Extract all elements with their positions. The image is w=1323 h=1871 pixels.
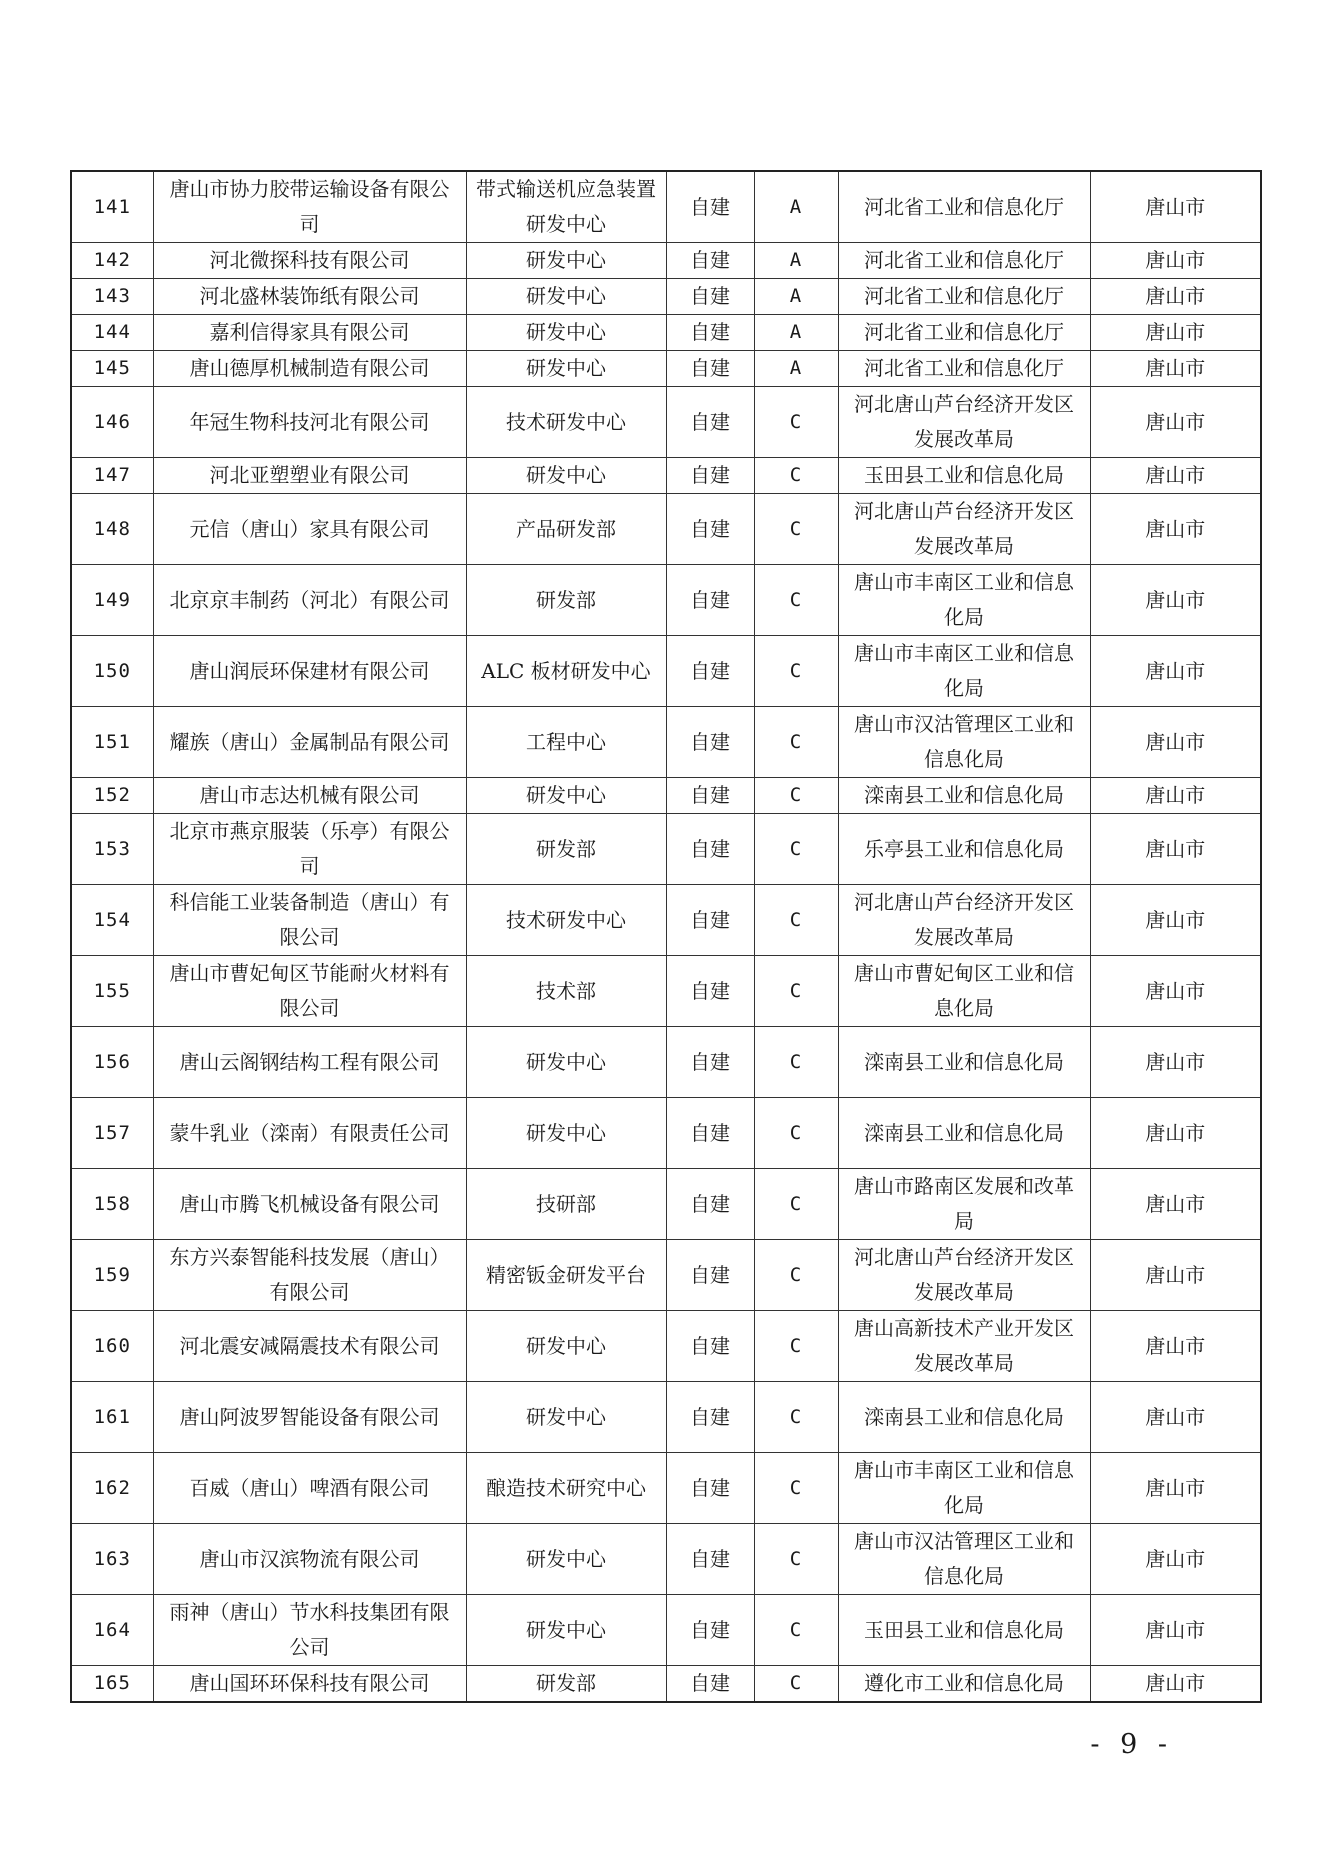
cell-rd-center-name: 研发中心 [466,315,666,351]
cell-city: 唐山市 [1090,707,1261,778]
cell-serial-number: 152 [71,778,153,814]
cell-rd-center-name: 研发中心 [466,279,666,315]
cell-recommending-dept: 河北省工业和信息化厅 [838,171,1090,243]
cell-rd-center-name: 研发中心 [466,1027,666,1098]
cell-build-type: 自建 [666,279,754,315]
cell-grade: C [754,1169,838,1240]
cell-recommending-dept: 河北唐山芦台经济开发区发展改革局 [838,387,1090,458]
cell-company-name: 唐山市汉滨物流有限公司 [153,1524,466,1595]
table-row [71,1666,1261,1703]
cell-build-type: 自建 [666,1453,754,1524]
cell-recommending-dept: 唐山市丰南区工业和信息化局 [838,1453,1090,1524]
cell-grade: C [754,1240,838,1311]
cell-rd-center-name: 研发中心 [466,778,666,814]
cell-company-name: 北京京丰制药（河北）有限公司 [153,565,466,636]
cell-build-type: 自建 [666,956,754,1027]
cell-company-name: 河北盛林装饰纸有限公司 [153,279,466,315]
cell-recommending-dept: 唐山市路南区发展和改革局 [838,1169,1090,1240]
cell-company-name: 唐山德厚机械制造有限公司 [153,351,466,387]
cell-recommending-dept: 河北唐山芦台经济开发区发展改革局 [838,1240,1090,1311]
cell-grade: C [754,494,838,565]
cell-build-type: 自建 [666,1169,754,1240]
cell-recommending-dept: 唐山市丰南区工业和信息化局 [838,565,1090,636]
cell-recommending-dept: 滦南县工业和信息化局 [838,1382,1090,1453]
cell-grade: A [754,171,838,243]
cell-serial-number: 163 [71,1524,153,1595]
cell-rd-center-name: 精密钣金研发平台 [466,1240,666,1311]
cell-serial-number: 164 [71,1595,153,1666]
cell-city: 唐山市 [1090,1098,1261,1169]
cell-company-name: 唐山市志达机械有限公司 [153,778,466,814]
table-row [71,1311,1261,1382]
table-row [71,1595,1261,1666]
cell-grade: C [754,778,838,814]
cell-build-type: 自建 [666,707,754,778]
cell-build-type: 自建 [666,387,754,458]
cell-company-name: 嘉利信得家具有限公司 [153,315,466,351]
cell-city: 唐山市 [1090,1169,1261,1240]
cell-rd-center-name: 研发中心 [466,1098,666,1169]
cell-serial-number: 144 [71,315,153,351]
table-row [71,1240,1261,1311]
cell-city: 唐山市 [1090,243,1261,279]
cell-serial-number: 156 [71,1027,153,1098]
cell-city: 唐山市 [1090,956,1261,1027]
cell-serial-number: 162 [71,1453,153,1524]
cell-grade: A [754,315,838,351]
cell-recommending-dept: 河北省工业和信息化厅 [838,243,1090,279]
cell-company-name: 耀族（唐山）金属制品有限公司 [153,707,466,778]
cell-build-type: 自建 [666,243,754,279]
table-row [71,458,1261,494]
table-row [71,636,1261,707]
cell-city: 唐山市 [1090,387,1261,458]
cell-rd-center-name: 工程中心 [466,707,666,778]
table-row [71,1453,1261,1524]
cell-city: 唐山市 [1090,814,1261,885]
cell-grade: C [754,1098,838,1169]
table-row [71,387,1261,458]
cell-city: 唐山市 [1090,171,1261,243]
table-row [71,956,1261,1027]
cell-recommending-dept: 河北省工业和信息化厅 [838,315,1090,351]
cell-city: 唐山市 [1090,1240,1261,1311]
cell-serial-number: 143 [71,279,153,315]
enterprise-rd-center-table [70,170,1262,1703]
cell-serial-number: 148 [71,494,153,565]
cell-rd-center-name: 研发中心 [466,243,666,279]
cell-city: 唐山市 [1090,1453,1261,1524]
cell-city: 唐山市 [1090,1027,1261,1098]
cell-city: 唐山市 [1090,351,1261,387]
cell-build-type: 自建 [666,1666,754,1703]
cell-city: 唐山市 [1090,1595,1261,1666]
table-row [71,1169,1261,1240]
cell-city: 唐山市 [1090,1382,1261,1453]
cell-company-name: 蒙牛乳业（滦南）有限责任公司 [153,1098,466,1169]
cell-company-name: 河北亚塑塑业有限公司 [153,458,466,494]
cell-company-name: 河北微探科技有限公司 [153,243,466,279]
cell-rd-center-name: 研发中心 [466,458,666,494]
cell-recommending-dept: 河北唐山芦台经济开发区发展改革局 [838,885,1090,956]
cell-recommending-dept: 唐山市汉沽管理区工业和信息化局 [838,707,1090,778]
cell-company-name: 唐山市腾飞机械设备有限公司 [153,1169,466,1240]
cell-rd-center-name: 技研部 [466,1169,666,1240]
cell-rd-center-name: 研发中心 [466,1524,666,1595]
cell-build-type: 自建 [666,1311,754,1382]
cell-build-type: 自建 [666,1098,754,1169]
table-row [71,565,1261,636]
cell-build-type: 自建 [666,1595,754,1666]
page-number: - 9 - [1090,1729,1173,1760]
cell-grade: C [754,1524,838,1595]
cell-grade: C [754,1453,838,1524]
cell-recommending-dept: 河北省工业和信息化厅 [838,351,1090,387]
cell-build-type: 自建 [666,1524,754,1595]
cell-build-type: 自建 [666,315,754,351]
cell-rd-center-name: ALC 板材研发中心 [466,636,666,707]
table-row [71,494,1261,565]
cell-rd-center-name: 技术研发中心 [466,387,666,458]
cell-grade: C [754,1311,838,1382]
cell-serial-number: 160 [71,1311,153,1382]
table-body [71,171,1261,1702]
cell-grade: C [754,956,838,1027]
cell-rd-center-name: 研发部 [466,565,666,636]
cell-grade: C [754,1595,838,1666]
cell-company-name: 唐山润辰环保建材有限公司 [153,636,466,707]
cell-company-name: 唐山云阁钢结构工程有限公司 [153,1027,466,1098]
cell-serial-number: 151 [71,707,153,778]
table-row [71,279,1261,315]
cell-build-type: 自建 [666,494,754,565]
cell-grade: C [754,565,838,636]
cell-grade: C [754,1027,838,1098]
cell-grade: C [754,814,838,885]
cell-recommending-dept: 河北唐山芦台经济开发区发展改革局 [838,494,1090,565]
table-row [71,351,1261,387]
cell-city: 唐山市 [1090,279,1261,315]
cell-company-name: 唐山阿波罗智能设备有限公司 [153,1382,466,1453]
cell-serial-number: 153 [71,814,153,885]
cell-grade: C [754,707,838,778]
cell-company-name: 元信（唐山）家具有限公司 [153,494,466,565]
cell-build-type: 自建 [666,814,754,885]
table-row [71,315,1261,351]
cell-recommending-dept: 乐亭县工业和信息化局 [838,814,1090,885]
cell-city: 唐山市 [1090,458,1261,494]
cell-city: 唐山市 [1090,1311,1261,1382]
cell-serial-number: 155 [71,956,153,1027]
cell-city: 唐山市 [1090,885,1261,956]
cell-rd-center-name: 研发部 [466,1666,666,1703]
table-row [71,814,1261,885]
cell-grade: C [754,1666,838,1703]
cell-build-type: 自建 [666,636,754,707]
cell-recommending-dept: 唐山市丰南区工业和信息化局 [838,636,1090,707]
cell-company-name: 唐山市曹妃甸区节能耐火材料有限公司 [153,956,466,1027]
cell-recommending-dept: 滦南县工业和信息化局 [838,778,1090,814]
cell-build-type: 自建 [666,1382,754,1453]
cell-grade: C [754,1382,838,1453]
cell-company-name: 雨神（唐山）节水科技集团有限公司 [153,1595,466,1666]
cell-serial-number: 159 [71,1240,153,1311]
table-row [71,1524,1261,1595]
cell-city: 唐山市 [1090,778,1261,814]
cell-rd-center-name: 研发中心 [466,1382,666,1453]
table-row [71,1027,1261,1098]
cell-rd-center-name: 研发部 [466,814,666,885]
table-row [71,1098,1261,1169]
cell-company-name: 年冠生物科技河北有限公司 [153,387,466,458]
cell-company-name: 北京市燕京服装（乐亭）有限公司 [153,814,466,885]
cell-recommending-dept: 遵化市工业和信息化局 [838,1666,1090,1703]
cell-grade: C [754,458,838,494]
cell-city: 唐山市 [1090,494,1261,565]
cell-build-type: 自建 [666,351,754,387]
cell-grade: A [754,279,838,315]
cell-company-name: 唐山市协力胶带运输设备有限公司 [153,171,466,243]
cell-rd-center-name: 技术研发中心 [466,885,666,956]
cell-recommending-dept: 滦南县工业和信息化局 [838,1098,1090,1169]
cell-serial-number: 150 [71,636,153,707]
cell-serial-number: 158 [71,1169,153,1240]
cell-recommending-dept: 唐山市曹妃甸区工业和信息化局 [838,956,1090,1027]
cell-recommending-dept: 滦南县工业和信息化局 [838,1027,1090,1098]
cell-city: 唐山市 [1090,565,1261,636]
cell-serial-number: 149 [71,565,153,636]
cell-recommending-dept: 河北省工业和信息化厅 [838,279,1090,315]
cell-rd-center-name: 技术部 [466,956,666,1027]
cell-serial-number: 157 [71,1098,153,1169]
cell-grade: C [754,885,838,956]
cell-recommending-dept: 玉田县工业和信息化局 [838,1595,1090,1666]
cell-city: 唐山市 [1090,1666,1261,1703]
cell-rd-center-name: 研发中心 [466,351,666,387]
cell-build-type: 自建 [666,885,754,956]
cell-build-type: 自建 [666,565,754,636]
cell-serial-number: 141 [71,171,153,243]
cell-serial-number: 145 [71,351,153,387]
cell-grade: A [754,351,838,387]
cell-build-type: 自建 [666,778,754,814]
cell-recommending-dept: 唐山高新技术产业开发区发展改革局 [838,1311,1090,1382]
cell-grade: A [754,243,838,279]
cell-serial-number: 142 [71,243,153,279]
cell-company-name: 百威（唐山）啤酒有限公司 [153,1453,466,1524]
cell-build-type: 自建 [666,1027,754,1098]
cell-recommending-dept: 玉田县工业和信息化局 [838,458,1090,494]
cell-company-name: 东方兴泰智能科技发展（唐山）有限公司 [153,1240,466,1311]
table-row [71,1382,1261,1453]
cell-build-type: 自建 [666,1240,754,1311]
cell-company-name: 河北震安减隔震技术有限公司 [153,1311,466,1382]
cell-build-type: 自建 [666,458,754,494]
cell-serial-number: 154 [71,885,153,956]
cell-serial-number: 165 [71,1666,153,1703]
cell-rd-center-name: 带式输送机应急装置研发中心 [466,171,666,243]
cell-serial-number: 147 [71,458,153,494]
table-row [71,778,1261,814]
cell-serial-number: 146 [71,387,153,458]
cell-city: 唐山市 [1090,1524,1261,1595]
cell-rd-center-name: 研发中心 [466,1311,666,1382]
cell-serial-number: 161 [71,1382,153,1453]
cell-rd-center-name: 产品研发部 [466,494,666,565]
cell-rd-center-name: 研发中心 [466,1595,666,1666]
cell-company-name: 科信能工业装备制造（唐山）有限公司 [153,885,466,956]
cell-grade: C [754,387,838,458]
cell-build-type: 自建 [666,171,754,243]
table-row [71,707,1261,778]
table-row [71,171,1261,243]
cell-city: 唐山市 [1090,636,1261,707]
table-row [71,885,1261,956]
cell-recommending-dept: 唐山市汉沽管理区工业和信息化局 [838,1524,1090,1595]
table-row [71,243,1261,279]
cell-company-name: 唐山国环环保科技有限公司 [153,1666,466,1703]
cell-city: 唐山市 [1090,315,1261,351]
cell-rd-center-name: 酿造技术研究中心 [466,1453,666,1524]
cell-grade: C [754,636,838,707]
